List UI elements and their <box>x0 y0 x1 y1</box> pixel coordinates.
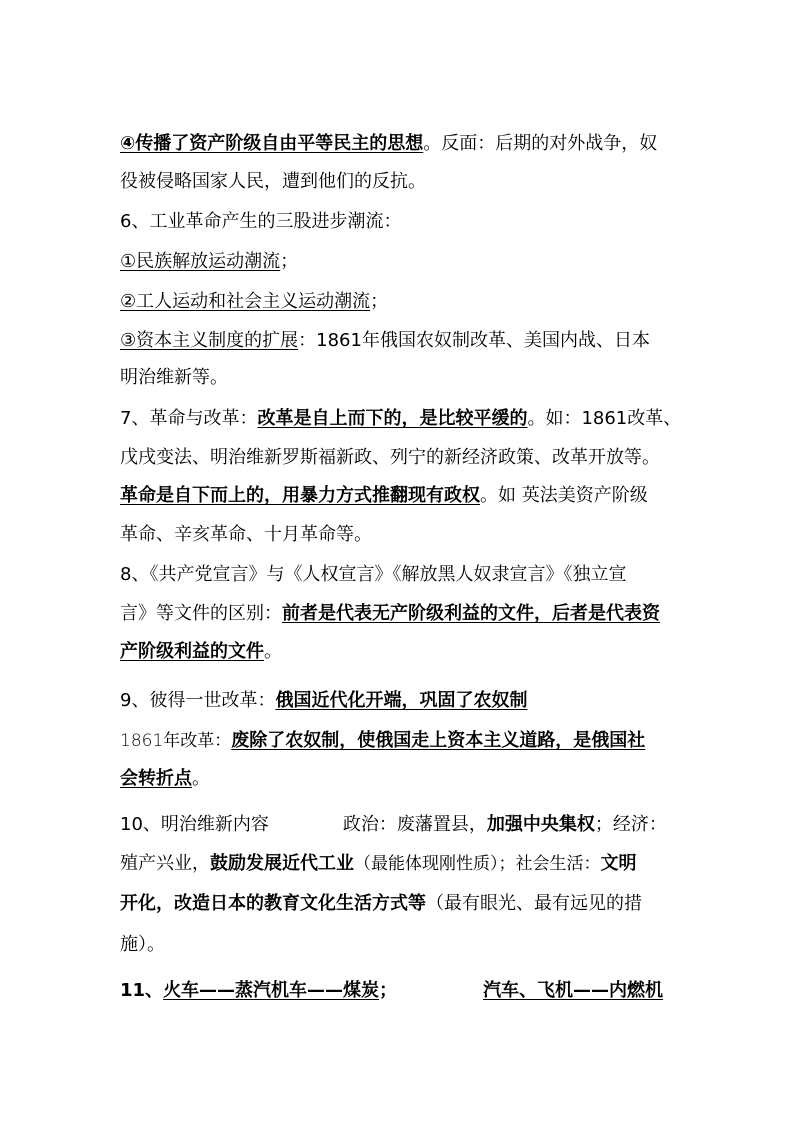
text-line-12 <box>120 562 700 588</box>
emphasis-text: ④传播了资产阶级自由平等民主的思想 <box>120 133 424 154</box>
emphasis-text: 汽车、飞机——内燃机 <box>483 980 664 1001</box>
text-segment: 1861年改革： <box>120 731 232 751</box>
text-line-4 <box>120 249 700 275</box>
emphasis-text: 产阶级利益的文件 <box>120 641 264 662</box>
emphasis-text: ③资本主义制度的扩展 <box>120 330 299 351</box>
emphasis-text: 火车——蒸汽机车——煤炭 <box>163 980 380 1001</box>
text-segment: （最能体现刚性质）；社会生活： <box>354 854 601 874</box>
text-line-7 <box>120 365 700 391</box>
text-line-8 <box>120 406 700 432</box>
text-segment: （最有眼光、最有远见的措 <box>426 893 642 914</box>
text-line-5 <box>120 289 700 315</box>
emphasis-text: 革命是自下而上的，用暴力方式推翻现有政权 <box>120 485 480 506</box>
emphasis-text: ②工人运动和社会主义运动潮流 <box>120 291 371 312</box>
text-segment: 政治：废藩置县， <box>342 814 487 835</box>
text-line-11 <box>120 522 700 548</box>
text-line-21 <box>120 932 700 958</box>
text-segment: 10、明治维新内容 <box>120 814 269 835</box>
text-segment: 施）。 <box>120 934 165 955</box>
text-line-18 <box>120 812 700 838</box>
text-segment: 革命、辛亥革命、十月革命等。 <box>120 524 372 545</box>
text-line-2 <box>120 169 700 195</box>
text-segment: ； <box>379 980 398 1001</box>
text-segment: 。如：1861改革、 <box>527 408 682 429</box>
text-line-22 <box>120 978 700 1004</box>
text-line-19 <box>120 851 700 877</box>
text-line-13 <box>120 601 700 627</box>
emphasis-text: 鼓励发展近代工业 <box>210 853 354 874</box>
text-line-1 <box>120 131 700 157</box>
text-segment: 殖产兴业， <box>120 853 210 874</box>
text-line-14 <box>120 639 700 665</box>
emphasis-text: 废除了农奴制，使俄国走上资本主义道路，是俄国社 <box>231 730 646 751</box>
text-segment: 8、《共产党宣言》与《人权宣言》《解放黑人奴隶宣言》《独立宣 <box>120 564 627 585</box>
text-segment: 6、工业革命产生的三股进步潮流： <box>120 211 402 232</box>
emphasis-text: 前者是代表无产阶级利益的文件，后者是代表资 <box>282 603 660 624</box>
emphasis-text: 改革是自上而下的，是比较平缓的 <box>257 408 528 429</box>
text-segment: 明治维新等。 <box>120 367 228 388</box>
text-segment: 9、彼得一世改革： <box>120 690 276 711</box>
text-line-10 <box>120 483 700 509</box>
text-line-3 <box>120 209 700 235</box>
text-line-17 <box>120 766 700 792</box>
text-segment: ； <box>370 291 389 312</box>
text-segment: 7、革命与改革： <box>120 408 258 429</box>
emphasis-text: 开化，改造日本的教育文化生活方式等 <box>120 893 426 914</box>
text-segment: 言》等文件的区别： <box>120 603 282 624</box>
emphasis-text: 会转折点 <box>120 768 192 789</box>
text-segment: 。如 英法美资产阶级 <box>480 485 648 506</box>
emphasis-text: ①民族解放运动潮流 <box>120 251 281 272</box>
text-segment: ； <box>280 251 299 272</box>
text-segment: 。反面：后期的对外战争，奴 <box>423 133 658 154</box>
text-line-15 <box>120 688 700 714</box>
text-segment: 役被侵略国家人民，遭到他们的反抗。 <box>120 171 426 192</box>
text-segment: 。 <box>264 641 282 662</box>
text-line-9 <box>120 445 700 471</box>
text-segment: 。 <box>192 768 210 789</box>
text-line-16 <box>120 728 700 754</box>
text-segment: 11、 <box>120 980 164 1001</box>
emphasis-text: 文明 <box>600 853 637 874</box>
text-segment: ；经济： <box>594 814 667 835</box>
emphasis-text: 俄国近代化开端，巩固了农奴制 <box>275 690 528 711</box>
text-line-6 <box>120 328 700 354</box>
text-line-20 <box>120 891 700 917</box>
text-segment: ：1861年俄国农奴制改革、美国内战、日本 <box>298 330 650 351</box>
emphasis-text: 加强中央集权 <box>486 814 595 835</box>
text-segment: 戊戌变法、明治维新罗斯福新政、列宁的新经济政策、改革开放等。 <box>120 447 660 468</box>
